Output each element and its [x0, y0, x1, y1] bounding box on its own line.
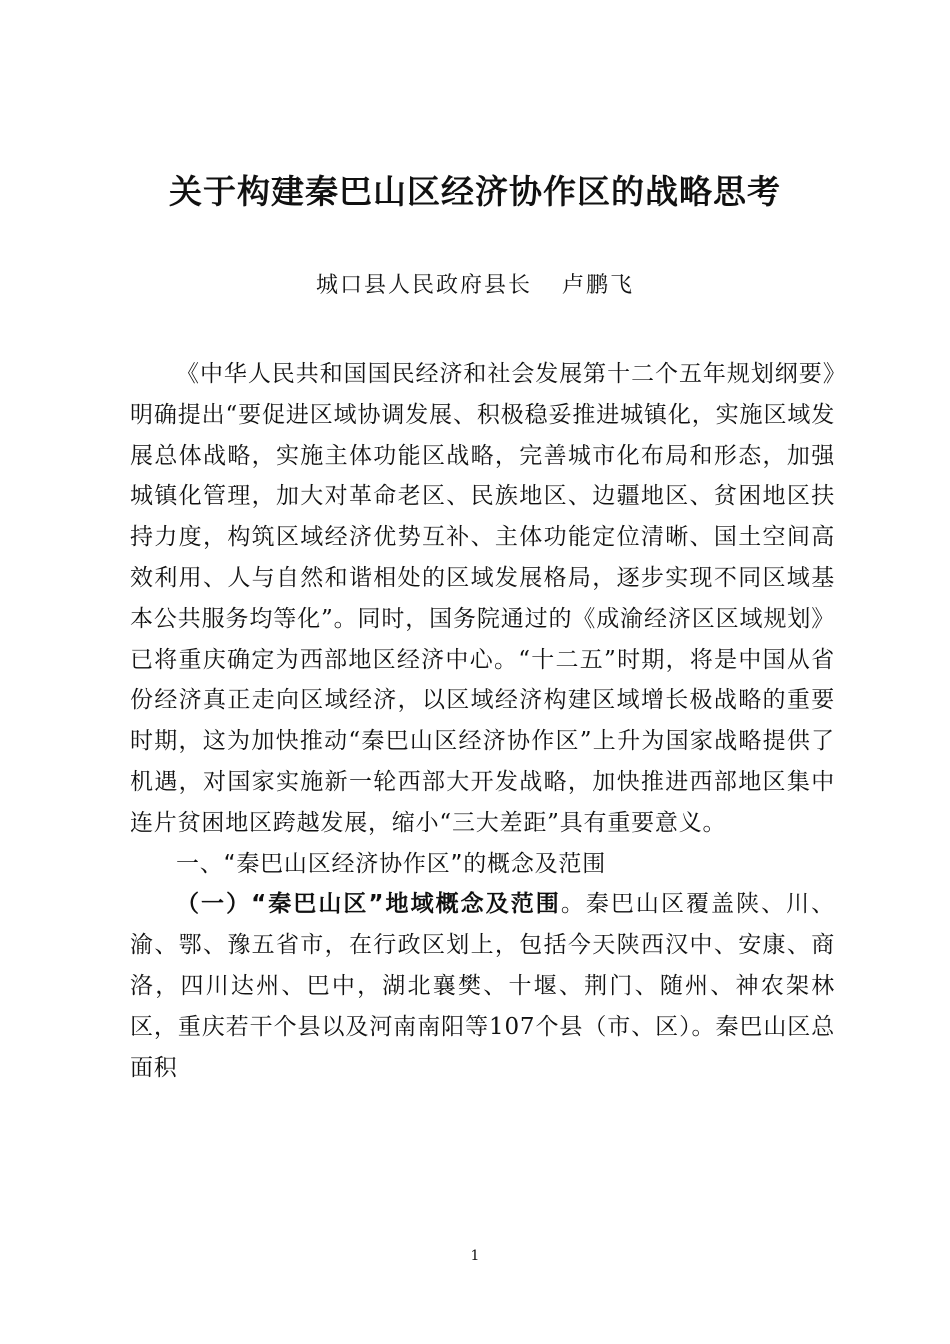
section-heading-1: 一、“秦巴山区经济协作区”的概念及范围 [176, 850, 607, 877]
document-title: 关于构建秦巴山区经济协作区的战略思考 [169, 172, 781, 211]
page-number: 1 [470, 1248, 480, 1264]
author-line [0, 268, 950, 299]
subsection-heading-1: （一）“秦巴山区”地域概念及范围 [176, 891, 561, 918]
subsection-text-1: 。秦巴山区覆盖陕、川、渝、鄂、豫五省市，在行政区划上，包括今天陕西汉中、安康、商洛，四川达州、巴中，湖北襄樊、十堰、荆门、随州、神农架林区，重庆若干个县以及河南南阳等107个县（市、区）。秦巴山区总面积 [130, 891, 835, 1081]
author-organization: 城口县人民政府县长 [315, 273, 532, 298]
intro-paragraph: 《中华人民共和国国民经济和社会发展第十二个五年规划纲要》明确提出“要促进区域协调发展、积极稳妥推进城镇化，实施区域发展总体战略，实施主体功能区战略，完善城市化布局和形态，加强城镇化管理，加大对革命老区、民族地区、边疆地区、贫困地区扶持力度，构筑区域经济优势互补、主体功能定位清晰、国土空间高效利用、人与自然和谐相处的区域发展格局，逐步实现不同区域基本公共服务均等化”。同时，国务院通过的《成渝经济区区域规划》已将重庆确定为西部地区经济中心。“十二五”时期，将是中国从省份经济真正走向区域经济，以区域经济构建区域增长极战略的重要时期，这为加快推动“秦巴山区经济协作区”上升为国家战略提供了机遇，对国家实施新一轮西部大开发战略，加快推进西部地区集中连片贫困地区跨越发展，缩小“三大差距”具有重要意义。 [130, 361, 835, 836]
document-body [130, 354, 835, 1088]
author-name: 卢鹏飞 [562, 273, 635, 298]
subsection-paragraph-1 [130, 884, 835, 1088]
